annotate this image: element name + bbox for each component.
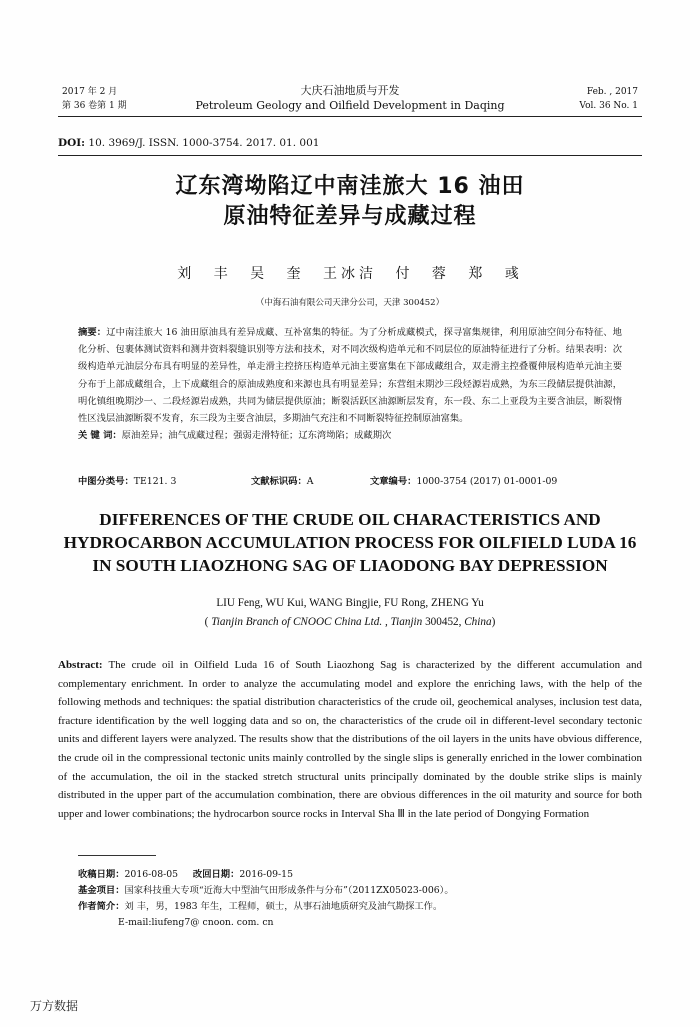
journal-name-cn: 大庆石油地质与开发 xyxy=(300,84,400,97)
en-affiliation-country: China xyxy=(461,616,492,628)
journal-name-en: Petroleum Geology and Oilfield Development in Daqing xyxy=(195,99,505,112)
fund-text: 国家科技重大专项“近海大中型油气田形成条件与分布”（2011ZX05023-006）。 xyxy=(124,885,454,896)
cn-author: 郑 彧 xyxy=(468,266,523,282)
cn-keywords-text: 原油差异；油气成藏过程；强弱走滑特征；辽东湾坳陷；成藏期次 xyxy=(121,430,392,442)
en-authors: LIU Feng, WU Kui, WANG Bingjie, FU Rong, ZHENG Yu xyxy=(216,597,484,609)
received-label: 收稿日期： xyxy=(78,869,125,880)
header-date-cn: 2017 年 2 月 xyxy=(62,87,118,97)
doi-rule xyxy=(58,155,642,156)
cn-author: 王冰洁 xyxy=(323,266,377,282)
en-title xyxy=(40,508,660,577)
author-bio-label: 作者简介： xyxy=(78,901,125,912)
received-date: 2016-08-05 xyxy=(124,869,179,880)
doc-code-label: 文献标识码： xyxy=(250,476,307,487)
cn-abstract xyxy=(78,324,622,444)
cn-authors xyxy=(0,263,700,283)
watermark: 万方数据 xyxy=(30,999,79,1013)
classification-row xyxy=(78,473,622,487)
header-date-en: Feb. , 2017 xyxy=(586,87,638,97)
header-rule xyxy=(58,116,642,117)
cn-abstract-label: 摘要： xyxy=(78,327,107,338)
header-volume-cn: 第 36 卷第 1 期 xyxy=(62,101,127,111)
cn-author: 吴 奎 xyxy=(250,266,305,282)
footnote-fund xyxy=(78,883,642,899)
en-affiliation-org: Tianjin Branch of CNOOC China Ltd. , Tianjin xyxy=(211,616,423,628)
cn-author: 刘 丰 xyxy=(177,266,232,282)
cn-title xyxy=(0,172,700,232)
cn-title-line1: 辽东湾坳陷辽中南洼旅大 16 油田 xyxy=(175,174,525,199)
doc-code-value: A xyxy=(306,476,314,487)
doi-value: 10. 3969/J. ISSN. 1000-3754. 2017. 01. 001 xyxy=(88,137,320,149)
author-bio-text: 刘 丰，男，1983 年生，工程师，硕士，从事石油地质研究及油气勘探工作。 xyxy=(124,901,443,912)
en-abstract-text: The crude oil in Oilfield Luda 16 of South Liaozhong Sag is characterized by the different accumulation and complementary enrichment. In order to analyze the accumulating model and explore the enriching laws, with the help of the following methods and techniques: the spatial distribution characteristics of the crude oil, geochemical analyses, inclusion test data, fracture identification by the well logging data and so on, the characteristics of the crude oil in different-level secondary tectonic units and different layers were analyzed. The results show that the distributions of the oil layers in the units have obvious difference, the crude oil in the compressional tectonic units mainly controlled by the single slips is generally enriched in the lower combination of the accumulation, the oil in the stacked stretch structural units principally dominated by the double strike slips is mainly distributed in the upper part of the accumulation combination, there are obvious differences in the oil maturity and source for both upper and lower combinations; the hydrocarbon source rocks in Interval Sha Ⅲ in the late period of Dongying Formation xyxy=(58,659,642,820)
en-title-line3: IN SOUTH LIAOZHONG SAG OF LIAODONG BAY DEPRESSION xyxy=(92,556,608,575)
doi-line: DOI: 10. 3969/J. ISSN. 1000-3754. 2017. 01. 001 xyxy=(58,137,320,149)
header-volume-en: Vol. 36 No. 1 xyxy=(579,101,638,111)
footnote-rule xyxy=(78,855,156,856)
en-affiliation: ( Tianjin Branch of CNOOC China Ltd. , Tianjin 300452, China) xyxy=(204,616,496,628)
author-email: E-mail:liufeng7@ cnoon. com. cn xyxy=(118,917,274,928)
footnote-dates xyxy=(78,867,642,883)
cn-affiliation: （中海石油有限公司天津分公司，天津 300452） xyxy=(255,298,445,308)
cn-author: 付 蓉 xyxy=(395,266,450,282)
article-no-value: 1000-3754 (2017) 01-0001-09 xyxy=(416,476,558,487)
doi-label: DOI xyxy=(58,137,82,149)
fund-label: 基金项目： xyxy=(78,885,125,896)
clc-value: TE121. 3 xyxy=(133,476,177,487)
cn-keywords-label: 关 键 词： xyxy=(78,430,122,442)
en-abstract xyxy=(58,656,642,823)
revised-label: 改回日期： xyxy=(192,869,240,880)
header-right xyxy=(579,85,638,113)
article-no-label: 文章编号： xyxy=(369,476,417,487)
en-title-line2: HYDROCARBON ACCUMULATION PROCESS FOR OILFIELD LUDA 16 xyxy=(63,533,637,552)
clc-label: 中图分类号： xyxy=(78,476,134,487)
footnote-author xyxy=(78,899,642,915)
revised-date: 2016-09-15 xyxy=(239,869,293,880)
cn-keywords xyxy=(78,427,622,444)
en-abstract-label: Abstract: xyxy=(58,659,103,671)
en-affiliation-code: 300452, xyxy=(422,616,462,628)
footnote xyxy=(78,867,642,931)
cn-abstract-text: 辽中南洼旅大 16 油田原油具有差异成藏、互补富集的特征。为了分析成藏模式，探寻富集规律，利用原油空间分布特征、地化分析、包裹体测试资料和测井资料裂缝识别等方法和技术，对不同次级构造单元和不同层位的原油特征进行了分析。结果表明：次级构造单元油层分布具有明显的差异性，单走滑主控挤压构造单元油主要富集在下部成藏组合，双走滑主控叠覆伸展构造单元油主要分布于上部成藏组合，上下成藏组合的原油成熟度和来源也具有明显差异；东营组末期沙三段烃源岩成熟，为东三段储层提供油源，明化镇组晚期沙一、二段烃源岩成熟，共同为储层提供原油；断裂活跃区油源断层发育，东一段、东二上亚段为主要含油层，断裂惰性区浅层油源断裂不发育，东三段为主要含油层，多期油气充注和不同断裂特征控制原油富集。 xyxy=(78,327,622,425)
en-title-line1: DIFFERENCES OF THE CRUDE OIL CHARACTERISTICS AND xyxy=(99,510,601,529)
cn-title-line2: 原油特征差异与成藏过程 xyxy=(223,204,477,229)
